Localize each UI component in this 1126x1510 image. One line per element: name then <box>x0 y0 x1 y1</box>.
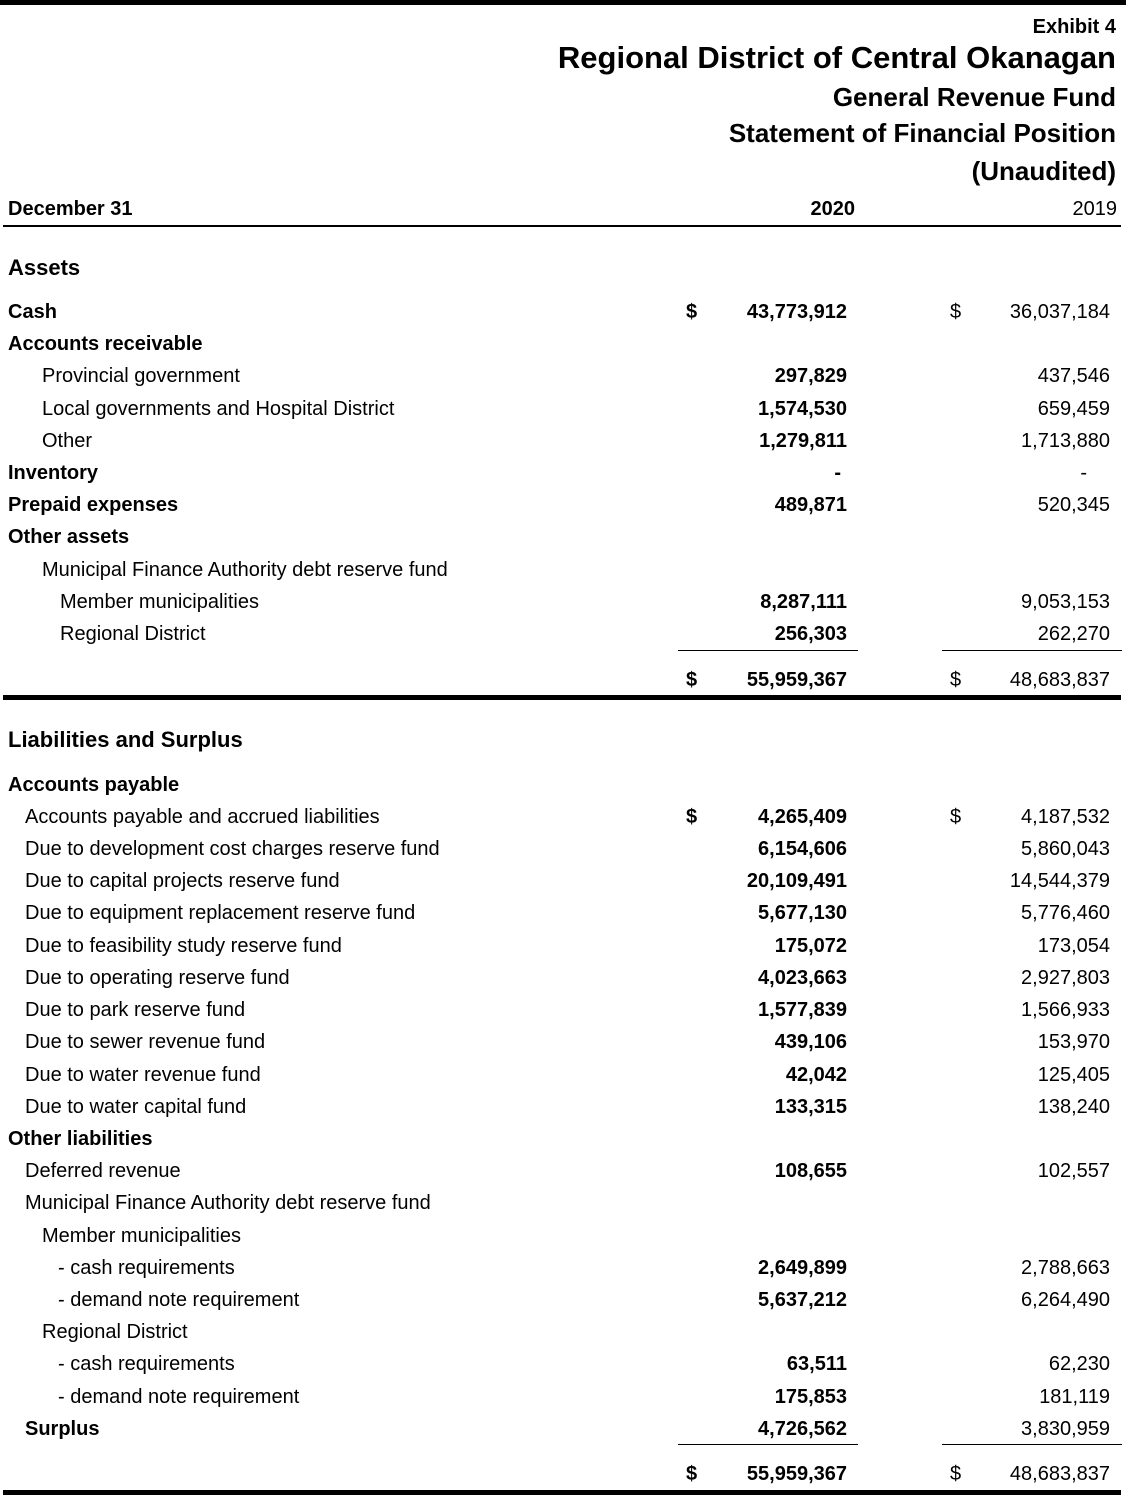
row-label: Municipal Finance Authority debt reserve fund <box>42 559 448 581</box>
row-label: Surplus <box>25 1418 100 1440</box>
value-2020: 4,726,562 <box>758 1418 847 1440</box>
value-2019: 62,230 <box>1048 1353 1110 1375</box>
row-label: Other <box>42 430 93 452</box>
asset-row-provincial-government <box>0 365 1126 395</box>
top-rule <box>0 0 1126 5</box>
row-label: Local governments and Hospital District <box>42 398 395 420</box>
row-label: Inventory <box>8 462 99 484</box>
header-rule <box>3 225 1121 227</box>
value-2019: 1,566,933 <box>1021 999 1110 1021</box>
liability-row-accrued-liabilities <box>0 806 1126 836</box>
value-2020: - <box>834 462 841 484</box>
value-2019: - <box>1080 462 1087 484</box>
currency-symbol: $ <box>686 301 698 323</box>
organization-title: Regional District of Central Okanagan <box>557 40 1116 75</box>
value-2020: 1,279,811 <box>759 430 847 452</box>
value-2020: 256,303 <box>774 623 847 645</box>
row-label: Other assets <box>8 526 130 548</box>
asset-row-mfa-debt-reserve <box>0 559 1126 589</box>
year-2020-header: 2020 <box>810 198 855 220</box>
row-label: Municipal Finance Authority debt reserve fund <box>25 1192 431 1214</box>
currency-symbol: $ <box>950 1463 962 1485</box>
liability-row-regional-cash-requirements <box>0 1353 1126 1383</box>
row-label: Deferred revenue <box>25 1160 181 1182</box>
row-label: - cash requirements <box>58 1257 235 1279</box>
row-label: Due to sewer revenue fund <box>25 1031 266 1053</box>
liability-row-water-capital-fund <box>0 1096 1126 1126</box>
exhibit-label: Exhibit 4 <box>1032 16 1116 38</box>
row-label: Provincial government <box>42 365 240 387</box>
liabilities-total-row <box>0 1463 1126 1493</box>
currency-symbol: $ <box>950 669 962 691</box>
value-2020: 108,655 <box>774 1160 847 1182</box>
liability-row-operating-reserve <box>0 967 1126 997</box>
value-2019: 5,776,460 <box>1021 902 1110 924</box>
unaudited-label: (Unaudited) <box>971 156 1116 186</box>
liability-row-capital-projects-reserve <box>0 870 1126 900</box>
value-2020: 4,023,663 <box>758 967 847 989</box>
total-2020: 55,959,367 <box>746 1463 847 1485</box>
value-2019: 2,927,803 <box>1021 967 1110 989</box>
row-label: Due to equipment replacement reserve fund <box>25 902 416 924</box>
asset-row-regional-district <box>0 623 1126 653</box>
asset-row-inventory <box>0 462 1126 492</box>
value-2020: 175,853 <box>774 1386 847 1408</box>
liability-row-deferred-revenue <box>0 1160 1126 1190</box>
value-2019: 173,054 <box>1037 935 1110 957</box>
value-2020: 133,315 <box>774 1096 847 1118</box>
value-2020: 489,871 <box>774 494 847 516</box>
liabilities-subtotal-rule-2019 <box>942 1444 1122 1445</box>
total-2019: 48,683,837 <box>1009 1463 1110 1485</box>
currency-symbol: $ <box>950 806 962 828</box>
row-label: Member municipalities <box>42 1225 241 1247</box>
value-2020: 8,287,111 <box>760 591 847 613</box>
liabilities-subtotal-rule-2020 <box>678 1444 858 1445</box>
currency-symbol: $ <box>686 806 698 828</box>
value-2020: 43,773,912 <box>746 301 847 323</box>
value-2019: 102,557 <box>1037 1160 1110 1182</box>
assets-heading: Assets <box>8 255 81 280</box>
liability-row-accounts-payable <box>0 774 1126 804</box>
asset-row-cash <box>0 301 1126 331</box>
liability-row-member-municipalities <box>0 1225 1126 1255</box>
row-label: Due to development cost charges reserve fund <box>25 838 440 860</box>
liability-row-feasibility-study-reserve <box>0 935 1126 965</box>
row-label: - cash requirements <box>58 1353 235 1375</box>
value-2020: 175,072 <box>774 935 847 957</box>
assets-subtotal-rule-2020 <box>678 650 858 651</box>
row-label: Prepaid expenses <box>8 494 179 516</box>
value-2020: 2,649,899 <box>758 1257 847 1279</box>
currency-symbol: $ <box>686 669 698 691</box>
row-label: Due to park reserve fund <box>25 999 246 1021</box>
currency-symbol: $ <box>950 301 962 323</box>
liability-row-park-reserve <box>0 999 1126 1029</box>
value-2019: 181,119 <box>1039 1386 1110 1408</box>
liability-row-regional-demand-note <box>0 1386 1126 1416</box>
row-label: Cash <box>8 301 57 323</box>
value-2020: 42,042 <box>785 1064 847 1086</box>
row-label: - demand note requirement <box>58 1289 300 1311</box>
value-2020: 297,829 <box>774 365 847 387</box>
liability-row-member-demand-note <box>0 1289 1126 1319</box>
total-2019: 48,683,837 <box>1009 669 1110 691</box>
value-2019: 36,037,184 <box>1009 301 1110 323</box>
value-2020: 5,637,212 <box>758 1289 847 1311</box>
row-label: Due to water capital fund <box>25 1096 247 1118</box>
value-2019: 4,187,532 <box>1021 806 1110 828</box>
asset-row-other-assets <box>0 526 1126 556</box>
row-label: Regional District <box>60 623 206 645</box>
value-2019: 125,405 <box>1037 1064 1110 1086</box>
value-2019: 3,830,959 <box>1021 1418 1110 1440</box>
row-label: Due to capital projects reserve fund <box>25 870 340 892</box>
liability-row-mfa-debt-reserve <box>0 1192 1126 1222</box>
value-2019: 5,860,043 <box>1021 838 1110 860</box>
row-label: Regional District <box>42 1321 188 1343</box>
value-2020: 1,574,530 <box>758 398 847 420</box>
value-2019: 153,970 <box>1037 1031 1110 1053</box>
value-2019: 262,270 <box>1037 623 1110 645</box>
value-2020: 5,677,130 <box>758 902 847 924</box>
liability-row-dcc-reserve <box>0 838 1126 868</box>
liability-row-other-liabilities <box>0 1128 1126 1158</box>
date-column-header: December 31 <box>8 198 133 220</box>
value-2020: 63,511 <box>786 1353 847 1375</box>
value-2019: 138,240 <box>1037 1096 1110 1118</box>
value-2019: 14,544,379 <box>1009 870 1110 892</box>
row-label: Due to feasibility study reserve fund <box>25 935 342 957</box>
asset-row-member-municipalities <box>0 591 1126 621</box>
row-label: Accounts payable and accrued liabilities <box>25 806 380 828</box>
liability-row-regional-district <box>0 1321 1126 1351</box>
assets-total-rule <box>3 695 1121 700</box>
liability-row-water-revenue-fund <box>0 1064 1126 1094</box>
fund-title: General Revenue Fund <box>832 82 1116 112</box>
value-2020: 4,265,409 <box>758 806 847 828</box>
liabilities-heading: Liabilities and Surplus <box>8 727 243 752</box>
statement-title: Statement of Financial Position <box>728 118 1116 148</box>
asset-row-local-governments <box>0 398 1126 428</box>
row-label: Due to water revenue fund <box>25 1064 261 1086</box>
value-2019: 1,713,880 <box>1021 430 1110 452</box>
value-2019: 9,053,153 <box>1021 591 1110 613</box>
row-label: Other liabilities <box>8 1128 153 1150</box>
liability-row-member-cash-requirements <box>0 1257 1126 1287</box>
value-2019: 437,546 <box>1037 365 1110 387</box>
currency-symbol: $ <box>686 1463 698 1485</box>
value-2019: 659,459 <box>1037 398 1110 420</box>
liability-row-equipment-replacement-reserve <box>0 902 1126 932</box>
year-2019-header: 2019 <box>1072 198 1117 220</box>
value-2019: 2,788,663 <box>1021 1257 1110 1279</box>
row-label: Accounts receivable <box>8 333 203 355</box>
liability-row-sewer-revenue-fund <box>0 1031 1126 1061</box>
asset-row-other <box>0 430 1126 460</box>
liabilities-total-rule <box>3 1490 1121 1495</box>
row-label: Due to operating reserve fund <box>25 967 290 989</box>
value-2019: 520,345 <box>1037 494 1110 516</box>
value-2020: 1,577,839 <box>758 999 847 1021</box>
asset-row-prepaid-expenses <box>0 494 1126 524</box>
row-label: Member municipalities <box>60 591 259 613</box>
row-label: Accounts payable <box>8 774 180 796</box>
value-2019: 6,264,490 <box>1021 1289 1110 1311</box>
value-2020: 439,106 <box>774 1031 847 1053</box>
value-2020: 20,109,491 <box>746 870 847 892</box>
asset-row-accounts-receivable <box>0 333 1126 363</box>
value-2020: 6,154,606 <box>758 838 847 860</box>
row-label: - demand note requirement <box>58 1386 300 1408</box>
assets-subtotal-rule-2019 <box>942 650 1122 651</box>
total-2020: 55,959,367 <box>746 669 847 691</box>
